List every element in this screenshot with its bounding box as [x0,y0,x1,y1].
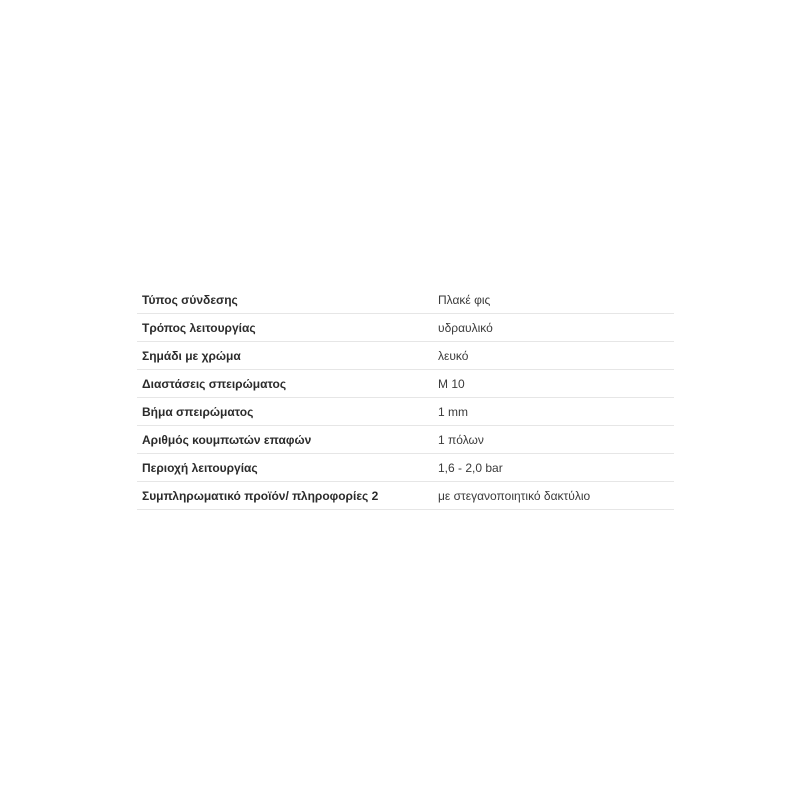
spec-value: 1 mm [433,398,674,426]
spec-label: Συμπληρωματικό προϊόν/ πληροφορίες 2 [137,482,433,510]
table-row [137,314,674,342]
table-row [137,454,674,482]
spec-value: 1 πόλων [433,426,674,454]
table-row [137,370,674,398]
spec-label: Τύπος σύνδεσης [137,286,433,314]
table-row [137,398,674,426]
spec-value: Πλακέ φις [433,286,674,314]
table-row [137,426,674,454]
spec-label: Σημάδι με χρώμα [137,342,433,370]
specifications-table [137,286,674,510]
spec-label: Βήμα σπειρώματος [137,398,433,426]
spec-value: λευκό [433,342,674,370]
spec-label: Διαστάσεις σπειρώματος [137,370,433,398]
table-row [137,286,674,314]
spec-value: M 10 [433,370,674,398]
spec-label: Αριθμός κουμπωτών επαφών [137,426,433,454]
spec-label: Τρόπος λειτουργίας [137,314,433,342]
table-row [137,342,674,370]
table-row [137,482,674,510]
spec-label: Περιοχή λειτουργίας [137,454,433,482]
spec-value: με στεγανοποιητικό δακτύλιο [433,482,674,510]
spec-value: 1,6 - 2,0 bar [433,454,674,482]
spec-value: υδραυλικό [433,314,674,342]
